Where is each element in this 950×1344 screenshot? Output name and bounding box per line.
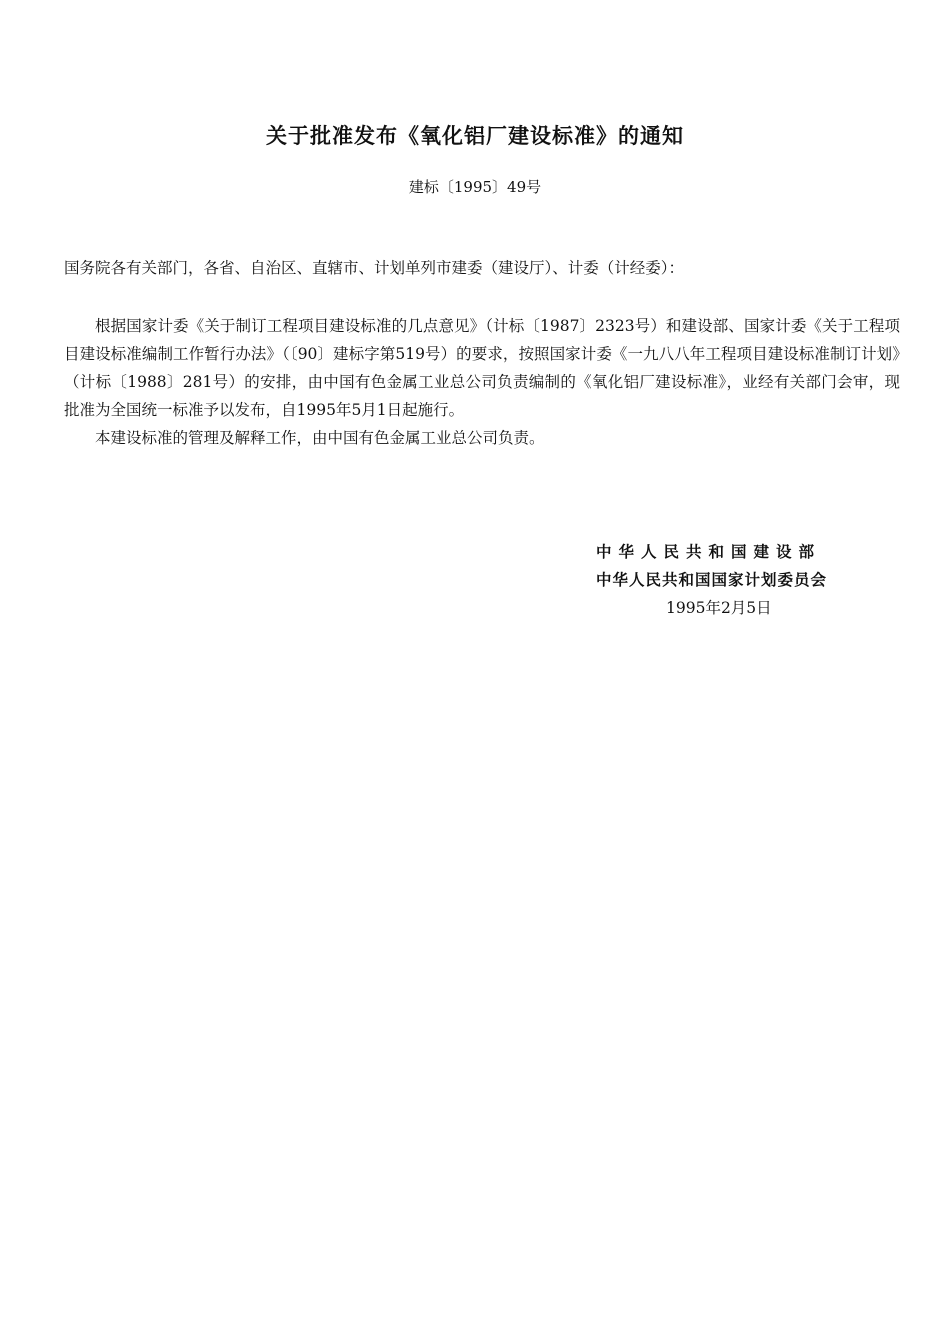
body-text bbox=[64, 312, 900, 452]
document-number: 建标〔1995〕49号 bbox=[408, 178, 542, 196]
signatory-ministry-construction: 中华人民共和国建设部 bbox=[596, 543, 822, 561]
addressee-line: 国务院各有关部门，各省、自治区、直辖市、计划单列市建委（建设厅）、计委（计经委）： bbox=[64, 259, 685, 277]
body-paragraph: 根据国家计委《关于制订工程项目建设标准的几点意见》（计标〔1987〕2323号）和建设部、国家计委《关于工程项目建设标准编制工作暂行办法》（〔90〕建标字第519号）的要求，按照国家计委《一九八八年工程项目建设标准制订计划》（计标〔1988〕281号）的安排，由中国有色金属工业总公司负责编制的《氧化铝厂建设标准》，业经有关部门会审，现批准为全国统一标准予以发布，自1995年5月1日起施行。 bbox=[64, 317, 900, 419]
issue-date: 1995年2月5日 bbox=[666, 599, 772, 617]
signatory-planning-commission: 中华人民共和国国家计划委员会 bbox=[596, 571, 828, 589]
body-paragraph: 本建设标准的管理及解释工作，由中国有色金属工业总公司负责。 bbox=[95, 429, 545, 447]
document-title: 关于批准发布《氧化铝厂建设标准》的通知 bbox=[266, 124, 684, 148]
